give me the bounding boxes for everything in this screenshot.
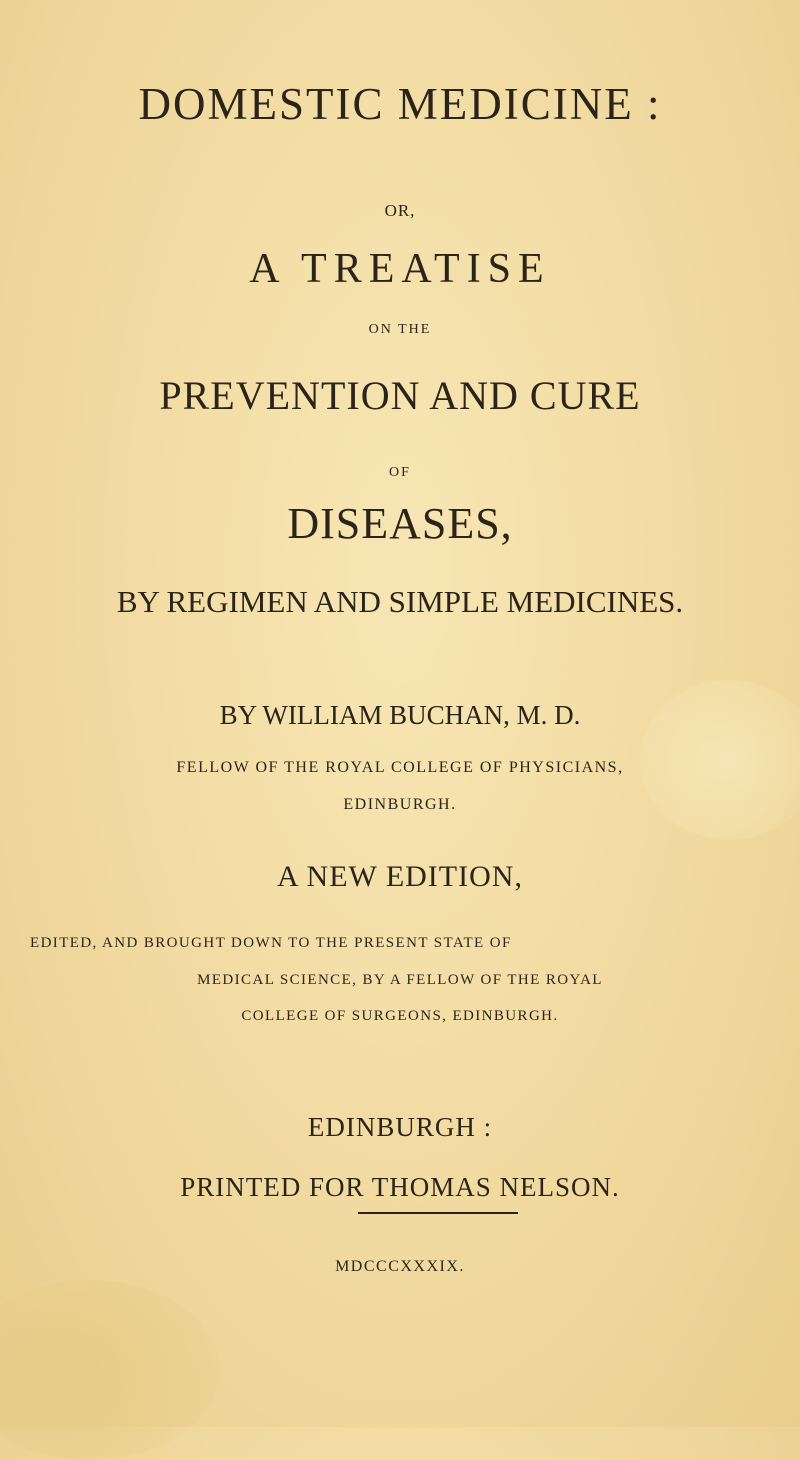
author-affiliation-line1: FELLOW OF THE ROYAL COLLEGE OF PHYSICIANS,: [176, 759, 624, 776]
edition-note-line3: COLLEGE OF SURGEONS, EDINBURGH.: [241, 1008, 559, 1024]
paper-stain: [0, 1280, 220, 1460]
author-line: BY WILLIAM BUCHAN, M. D.: [219, 700, 581, 730]
imprint-printer: PRINTED FOR THOMAS NELSON.: [180, 1172, 620, 1202]
method-line: BY REGIMEN AND SIMPLE MEDICINES.: [116, 584, 684, 619]
of-line: OF: [389, 465, 411, 480]
subtitle: A TREATISE: [249, 246, 551, 292]
imprint-city: EDINBURGH :: [307, 1112, 493, 1142]
edition-note-line2: MEDICAL SCIENCE, BY A FELLOW OF THE ROYAL: [197, 972, 603, 988]
author-affiliation-line2: EDINBURGH.: [343, 796, 457, 813]
diseases-line: DISEASES,: [287, 499, 513, 548]
main-title: DOMESTIC MEDICINE :: [138, 79, 662, 129]
topic-line: PREVENTION AND CURE: [159, 373, 641, 418]
on-the-line: ON THE: [368, 322, 432, 337]
imprint-date: MDCCCXXXIX.: [335, 1258, 465, 1275]
edition-note-line1: EDITED, AND BROUGHT DOWN TO THE PRESENT STATE OF: [30, 935, 512, 951]
edition-line: A NEW EDITION,: [277, 860, 523, 893]
or-line: OR,: [384, 201, 416, 220]
imprint-rule: [358, 1212, 518, 1214]
